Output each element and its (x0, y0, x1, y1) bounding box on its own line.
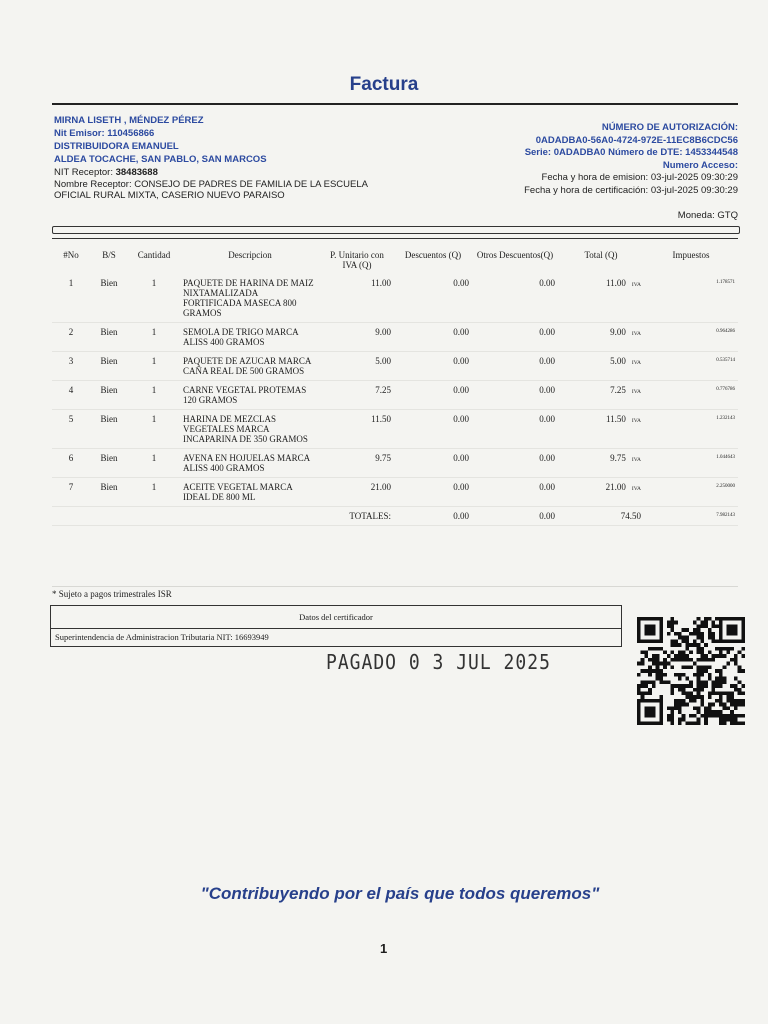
cell-bs: Bien (90, 352, 128, 381)
cell-tax-type: IVA (631, 486, 641, 492)
cell-no: 1 (52, 274, 90, 323)
issuer-address: ALDEA TOCACHE, SAN PABLO, SAN MARCOS (54, 154, 267, 165)
certificador-box (50, 605, 622, 647)
cell-total-value: 5.00 (610, 356, 626, 366)
certificador-heading: Datos del certificador (51, 606, 621, 629)
cell-cantidad: 1 (128, 449, 180, 478)
receptor-nit-label: NIT Receptor: (54, 167, 113, 178)
table-row (52, 274, 738, 323)
slogan: "Contribuyendo por el país que todos queremos" (200, 884, 600, 903)
cell-impuestos: 0.535714 (644, 352, 738, 381)
auth-serie: Serie: 0ADADBA0 Número de DTE: 1453344548 (524, 147, 738, 158)
table-header-row (52, 246, 738, 274)
cell-tax-type: IVA (631, 282, 641, 288)
cell-descuentos: 0.00 (394, 449, 472, 478)
cell-descuentos: 0.00 (394, 323, 472, 352)
cell-descripcion: SEMOLA DE TRIGO MARCA ALISS 400 GRAMOS (180, 323, 320, 352)
issuer-business: DISTRIBUIDORA EMANUEL (54, 141, 179, 152)
cell-total (558, 410, 644, 449)
col-bs: B/S (102, 250, 116, 260)
cell-otros: 0.00 (472, 478, 558, 507)
totals-otros: 0.00 (472, 507, 558, 526)
cell-impuestos: 0.776786 (644, 381, 738, 410)
cell-cantidad: 1 (128, 410, 180, 449)
table-row (52, 410, 738, 449)
cell-impuestos: 1.232143 (644, 410, 738, 449)
col-descuentos: Descuentos (Q) (404, 250, 462, 260)
table-row (52, 449, 738, 478)
cell-descuentos: 0.00 (394, 410, 472, 449)
cell-otros: 0.00 (472, 274, 558, 323)
cell-cantidad: 1 (128, 381, 180, 410)
cell-bs: Bien (90, 381, 128, 410)
cell-descripcion: AVENA EN HOJUELAS MARCA ALISS 400 GRAMOS (180, 449, 320, 478)
auth-emision: Fecha y hora de emision: 03-jul-2025 09:30:29 (541, 172, 738, 183)
cell-descripcion: PAQUETE DE AZUCAR MARCA CAÑA REAL DE 500 GRAMOS (180, 352, 320, 381)
cell-unitario: 5.00 (320, 352, 394, 381)
cell-total-value: 21.00 (605, 482, 626, 492)
cell-impuestos: 1.178571 (644, 274, 738, 323)
cell-total (558, 478, 644, 507)
cell-total (558, 352, 644, 381)
cell-total-value: 11.00 (606, 278, 626, 288)
col-descripcion: Descripcion (228, 250, 272, 260)
certificador-value: Superintendencia de Administracion Tributaria NIT: 16693949 (55, 632, 269, 642)
cell-otros: 0.00 (472, 352, 558, 381)
cell-tax-type: IVA (631, 389, 641, 395)
cell-descuentos: 0.00 (394, 381, 472, 410)
cell-total (558, 323, 644, 352)
cell-otros: 0.00 (472, 449, 558, 478)
cell-total-value: 7.25 (610, 385, 626, 395)
receptor-name-line2: OFICIAL RURAL MIXTA, CASERIO NUEVO PARAISO (54, 190, 285, 201)
cell-otros: 0.00 (472, 410, 558, 449)
cell-bs: Bien (90, 449, 128, 478)
cell-bs: Bien (90, 274, 128, 323)
table-row (52, 381, 738, 410)
cell-cantidad: 1 (128, 352, 180, 381)
items-table (52, 246, 738, 526)
cell-descripcion: PAQUETE DE HARINA DE MAIZ NIXTAMALIZADA FORTIFICADA MASECA 800 GRAMOS (180, 274, 320, 323)
note-rule (52, 586, 738, 587)
cell-no: 2 (52, 323, 90, 352)
cell-total (558, 274, 644, 323)
cell-total-value: 9.00 (610, 327, 626, 337)
cell-no: 6 (52, 449, 90, 478)
cell-tax-type: IVA (631, 360, 641, 366)
table-top-bar (52, 226, 740, 234)
cell-otros: 0.00 (472, 381, 558, 410)
isr-note: * Sujeto a pagos trimestrales ISR (52, 589, 172, 599)
page-number: 1 (380, 941, 388, 956)
table-row (52, 352, 738, 381)
cell-no: 5 (52, 410, 90, 449)
totals-label: TOTALES: (320, 507, 394, 526)
cell-impuestos: 2.250000 (644, 478, 738, 507)
document-title: Factura (349, 74, 419, 95)
cell-unitario: 11.50 (320, 410, 394, 449)
qr-code (637, 614, 745, 728)
cell-unitario: 7.25 (320, 381, 394, 410)
cell-unitario: 9.00 (320, 323, 394, 352)
auth-certificacion: Fecha y hora de certificación: 03-jul-2025 09:30:29 (524, 184, 738, 196)
issuer-name: MIRNA LISETH , MÉNDEZ PÉREZ (54, 115, 204, 126)
totals-total: 74.50 (558, 507, 644, 526)
table-top-rule (52, 238, 738, 239)
cell-impuestos: 1.044643 (644, 449, 738, 478)
receptor-name (54, 179, 368, 201)
cell-cantidad: 1 (128, 274, 180, 323)
auth-heading: NÚMERO DE AUTORIZACIÓN: (601, 122, 738, 133)
table-row (52, 478, 738, 507)
cell-descripcion: HARINA DE MEZCLAS VEGETALES MARCA INCAPARINA DE 350 GRAMOS (180, 410, 320, 449)
cell-tax-type: IVA (631, 457, 641, 463)
table-row (52, 323, 738, 352)
col-otros: Otros Descuentos(Q) (476, 250, 554, 260)
cell-unitario: 11.00 (320, 274, 394, 323)
cell-total (558, 449, 644, 478)
cell-no: 7 (52, 478, 90, 507)
paid-stamp: PAGADO 0 3 JUL 2025 (326, 650, 551, 675)
cell-unitario: 9.75 (320, 449, 394, 478)
authorization-block (524, 122, 738, 197)
col-total: Total (Q) (584, 250, 618, 260)
col-impuestos: Impuestos (672, 250, 710, 260)
receptor-nit (54, 166, 368, 179)
cell-no: 4 (52, 381, 90, 410)
cell-total-value: 9.75 (610, 453, 626, 463)
receptor-name-label: Nombre Receptor: (54, 179, 132, 190)
cell-total-value: 11.50 (606, 414, 626, 424)
cell-descripcion: ACEITE VEGETAL MARCA IDEAL DE 800 ML (180, 478, 320, 507)
cell-descuentos: 0.00 (394, 274, 472, 323)
col-no: #No (63, 250, 79, 260)
totals-impuestos: 7.982143 (644, 507, 738, 526)
cell-total (558, 381, 644, 410)
issuer-block (54, 114, 368, 201)
cell-tax-type: IVA (631, 418, 641, 424)
cell-cantidad: 1 (128, 478, 180, 507)
auth-acceso: Numero Acceso: (662, 159, 738, 171)
totals-descuentos: 0.00 (394, 507, 472, 526)
totals-row (52, 507, 738, 526)
issuer-nit: Nit Emisor: 110456866 (54, 128, 155, 139)
cell-no: 3 (52, 352, 90, 381)
col-cantidad: Cantidad (137, 250, 171, 260)
cell-impuestos: 0.964286 (644, 323, 738, 352)
cell-unitario: 21.00 (320, 478, 394, 507)
cell-cantidad: 1 (128, 323, 180, 352)
cell-bs: Bien (90, 478, 128, 507)
header-rule (52, 103, 738, 105)
cell-bs: Bien (90, 323, 128, 352)
cell-descuentos: 0.00 (394, 478, 472, 507)
col-unitario: P. Unitario con IVA (Q) (330, 250, 384, 270)
cell-descuentos: 0.00 (394, 352, 472, 381)
receptor-nit-value: 38483688 (115, 167, 158, 178)
receptor-name-line1: CONSEJO DE PADRES DE FAMILIA DE LA ESCUELA (134, 179, 368, 190)
currency: Moneda: GTQ (677, 210, 738, 221)
auth-code: 0ADADBA0-56A0-4724-972E-11EC8B6CDC56 (535, 134, 738, 146)
cell-otros: 0.00 (472, 323, 558, 352)
cell-descripcion: CARNE VEGETAL PROTEMAS 120 GRAMOS (180, 381, 320, 410)
cell-tax-type: IVA (631, 331, 641, 337)
cell-bs: Bien (90, 410, 128, 449)
